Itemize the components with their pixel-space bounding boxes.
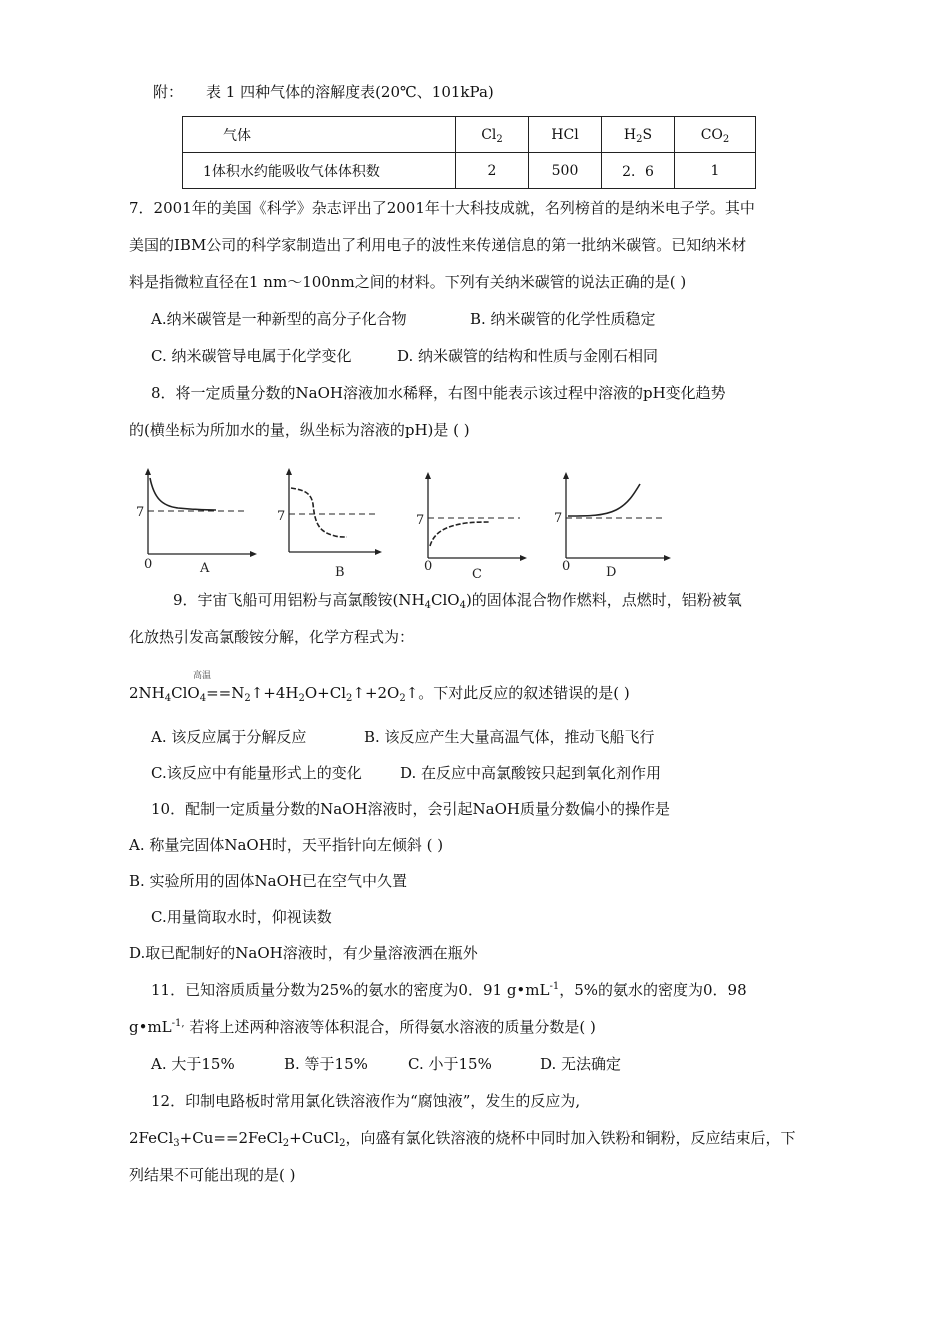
graph-a-zero: 0 <box>144 557 153 572</box>
value-cl2: 2 <box>456 153 529 189</box>
q11-line1: 11．已知溶质质量分数为25%的氨水的密度为0．91 $g•mL^{-1}$，5%的氨水的密度为0．98 <box>151 981 747 999</box>
graph-b-label: B <box>335 565 345 580</box>
graph-c-label: C <box>472 567 482 582</box>
q11-option-a: A. 大于15% <box>151 1055 235 1073</box>
q7-option-a: A.纳米碳管是一种新型的高分子化合物 <box>151 310 407 328</box>
graph-c-zero: 0 <box>424 559 433 574</box>
q10-option-b: B. 实验所用的固体NaOH已在空气中久置 <box>129 872 408 890</box>
q7-line1: 7．2001年的美国《科学》杂志评出了2001年十大科技成就，名列榜首的是纳米电子学。其中 <box>129 199 755 217</box>
graph-c <box>416 468 536 580</box>
table-header-label: 气体 <box>183 117 456 153</box>
graph-a <box>138 468 258 580</box>
q8-line1: 8．将一定质量分数的NaOH溶液加水稀释，右图中能表示该过程中溶液的pH变化趋势 <box>151 384 726 402</box>
graph-b-seven: 7 <box>277 509 286 524</box>
gas-hcl: HCl <box>529 117 602 153</box>
graph-c-seven: 7 <box>416 513 425 528</box>
q7-option-c: C. 纳米碳管导电属于化学变化 <box>151 347 352 365</box>
gas-cl2: $Cl_2$ <box>456 117 529 153</box>
graph-d-zero: 0 <box>562 559 571 574</box>
q11-option-d: D. 无法确定 <box>540 1055 622 1073</box>
graph-b <box>277 468 387 580</box>
q11-option-b: B. 等于15% <box>284 1055 368 1073</box>
table-row <box>183 117 756 153</box>
value-hcl: 500 <box>529 153 602 189</box>
q10-option-c: C.用量筒取水时，仰视读数 <box>151 908 332 926</box>
appendix-label: 附： <box>153 83 184 101</box>
q11-option-c: C. 小于15% <box>408 1055 492 1073</box>
gas-h2s: $H_2S$ <box>602 117 675 153</box>
q7-option-d: D. 纳米碳管的结构和性质与金刚石相同 <box>397 347 659 365</box>
graph-a-seven: 7 <box>136 505 145 520</box>
q12-line3: 列结果不可能出现的是( ) <box>129 1166 296 1184</box>
q12-line2: 2FeCl$_3$+Cu==2FeCl$_2$+CuCl$_2$，向盛有氯化铁溶液的烧杯中同时加入铁粉和铜粉，反应结束后，下 <box>129 1129 796 1149</box>
table-row-label: 1体积水约能吸收气体体积数 <box>183 153 456 189</box>
graph-d <box>554 468 674 580</box>
value-co2: 1 <box>675 153 756 189</box>
reaction-condition: 高温 <box>193 671 212 681</box>
graph-a-label: A <box>200 561 210 576</box>
q8-line2: 的(横坐标为所加水的量，纵坐标为溶液的pH)是 ( ) <box>129 421 470 439</box>
graph-d-label: D <box>606 565 617 580</box>
table-row <box>183 153 756 189</box>
solubility-table <box>182 116 756 189</box>
q10-line1: 10．配制一定质量分数的NaOH溶液时，会引起NaOH质量分数偏小的操作是 <box>151 800 670 818</box>
table-title: 表 1 四种气体的溶解度表(20℃、101kPa) <box>206 83 494 101</box>
q9-equation: $2NH_4ClO_4==N_2↑+4H_2O+Cl_2↑+2O_2↑$。下对此反应的叙述错误的是( ) <box>129 684 630 704</box>
value-h2s: 2．6 <box>602 153 675 189</box>
gas-co2: $CO_2$ <box>675 117 756 153</box>
q9-option-b: B. 该反应产生大量高温气体，推动飞船飞行 <box>364 728 655 746</box>
q7-line2: 美国的IBM公司的科学家制造出了利用电子的波性来传递信息的第一批纳米碳管。已知纳米材 <box>129 236 747 254</box>
q11-line2: $g•mL^{-1,}$ 若将上述两种溶液等体积混合，所得氨水溶液的质量分数是( ) <box>129 1018 596 1036</box>
q9-option-a: A. 该反应属于分解反应 <box>151 728 307 746</box>
q9-option-d: D. 在反应中高氯酸铵只起到氧化剂作用 <box>400 764 662 782</box>
graph-d-seven: 7 <box>554 511 563 526</box>
q9-line1: 9．宇宙飞船可用铝粉与高氯酸铵$(NH_4ClO_4)$的固体混合物作燃料，点燃时，铝粉被氧 <box>173 591 742 611</box>
q10-option-a: A. 称量完固体NaOH时，天平指针向左倾斜 ( ) <box>129 836 444 854</box>
q9-option-c: C.该反应中有能量形式上的变化 <box>151 764 362 782</box>
q9-line2: 化放热引发高氯酸铵分解，化学方程式为： <box>129 628 415 646</box>
q10-option-d: D.取已配制好的NaOH溶液时，有少量溶液洒在瓶外 <box>129 944 478 962</box>
q7-line3: 料是指微粒直径在1 nm～100nm之间的材料。下列有关纳米碳管的说法正确的是( ) <box>129 273 687 291</box>
q12-line1: 12．印制电路板时常用氯化铁溶液作为“腐蚀液”，发生的反应为, <box>151 1092 581 1110</box>
q7-option-b: B. 纳米碳管的化学性质稳定 <box>470 310 656 328</box>
